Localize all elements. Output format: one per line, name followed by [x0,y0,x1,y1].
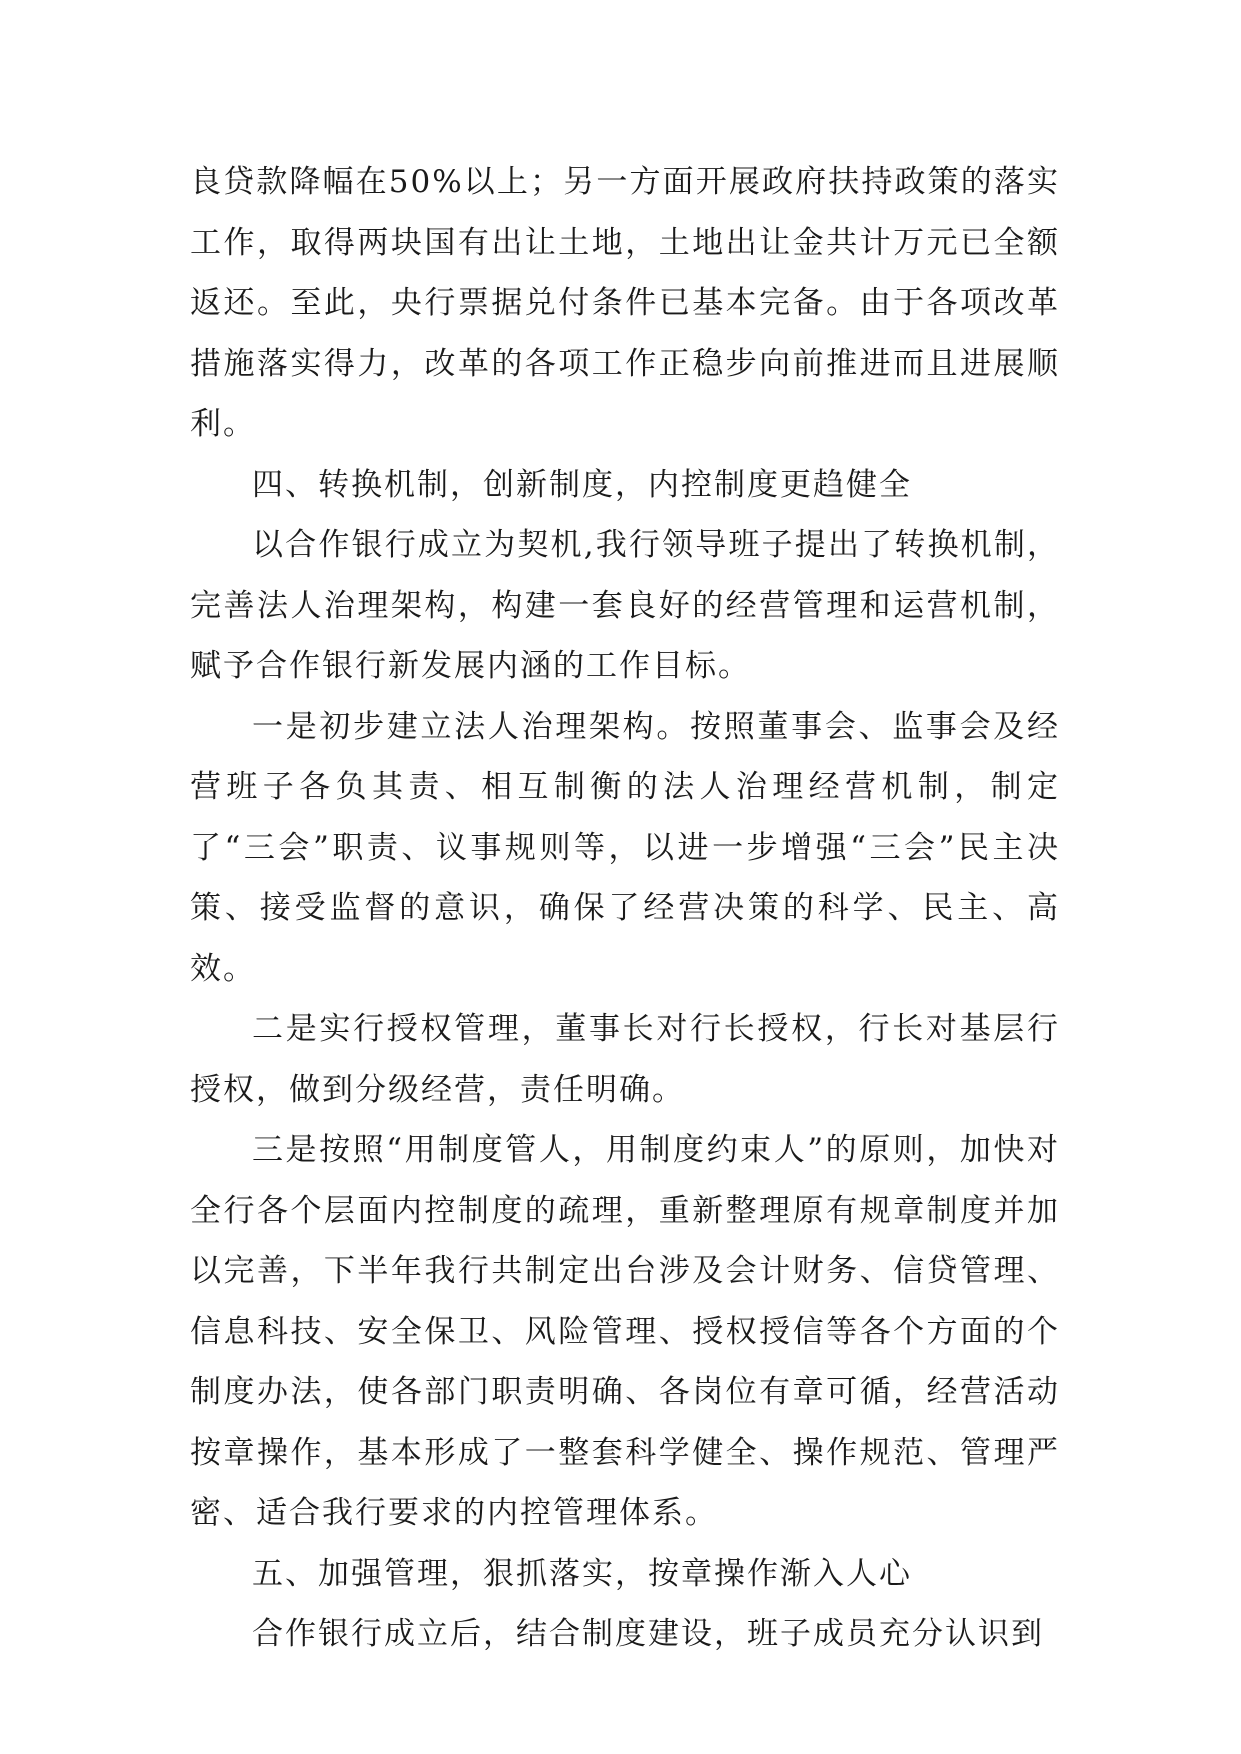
section-heading-five: 五、加强管理，狠抓落实，按章操作渐入人心 [252,1555,912,1592]
section-heading-four: 四、转换机制，创新制度，内控制度更趋健全 [252,466,912,503]
document-body [190,152,1060,1665]
paragraph-mechanism-goal: 以合作银行成立为契机,我行领导班子提出了转换机制，完善法人治理架构，构建一套良好的经营管理和运营机制，赋予合作银行新发展内涵的工作目标。 [190,527,1060,684]
paragraph-after-establishment: 合作银行成立后，结合制度建设，班子成员充分认识到 [252,1616,1044,1652]
paragraph-governance-structure: 一是初步建立法人治理架构。按照董事会、监事会及经营班子各负其责、相互制衡的法人治理经营机制，制定了“三会”职责、议事规则等，以进一步增强“三会”民主决策、接受监督的意识，确保了经营决策的科学、民主、高效。 [190,708,1060,987]
paragraph-authorization-management: 二是实行授权管理，董事长对行长授权，行长对基层行授权，做到分级经营，责任明确。 [190,1011,1060,1108]
paragraph-internal-control-rules: 三是按照“用制度管人，用制度约束人”的原则，加快对全行各个层面内控制度的疏理，重新整理原有规章制度并加以完善，下半年我行共制定出台涉及会计财务、信贷管理、信息科技、安全保卫、风险管理、授权授信等各个方面的个制度办法，使各部门职责明确、各岗位有章可循，经营活动按章操作，基本形成了一整套科学健全、操作规范、管理严密、适合我行要求的内控管理体系。 [190,1132,1060,1531]
paragraph-loan-reduction: 良贷款降幅在50%以上；另一方面开展政府扶持政策的落实工作，取得两块国有出让土地，土地出让金共计万元已全额返还。至此，央行票据兑付条件已基本完备。由于各项改革措施落实得力，改革的各项工作正稳步向前推进而且进展顺利。 [190,164,1060,442]
